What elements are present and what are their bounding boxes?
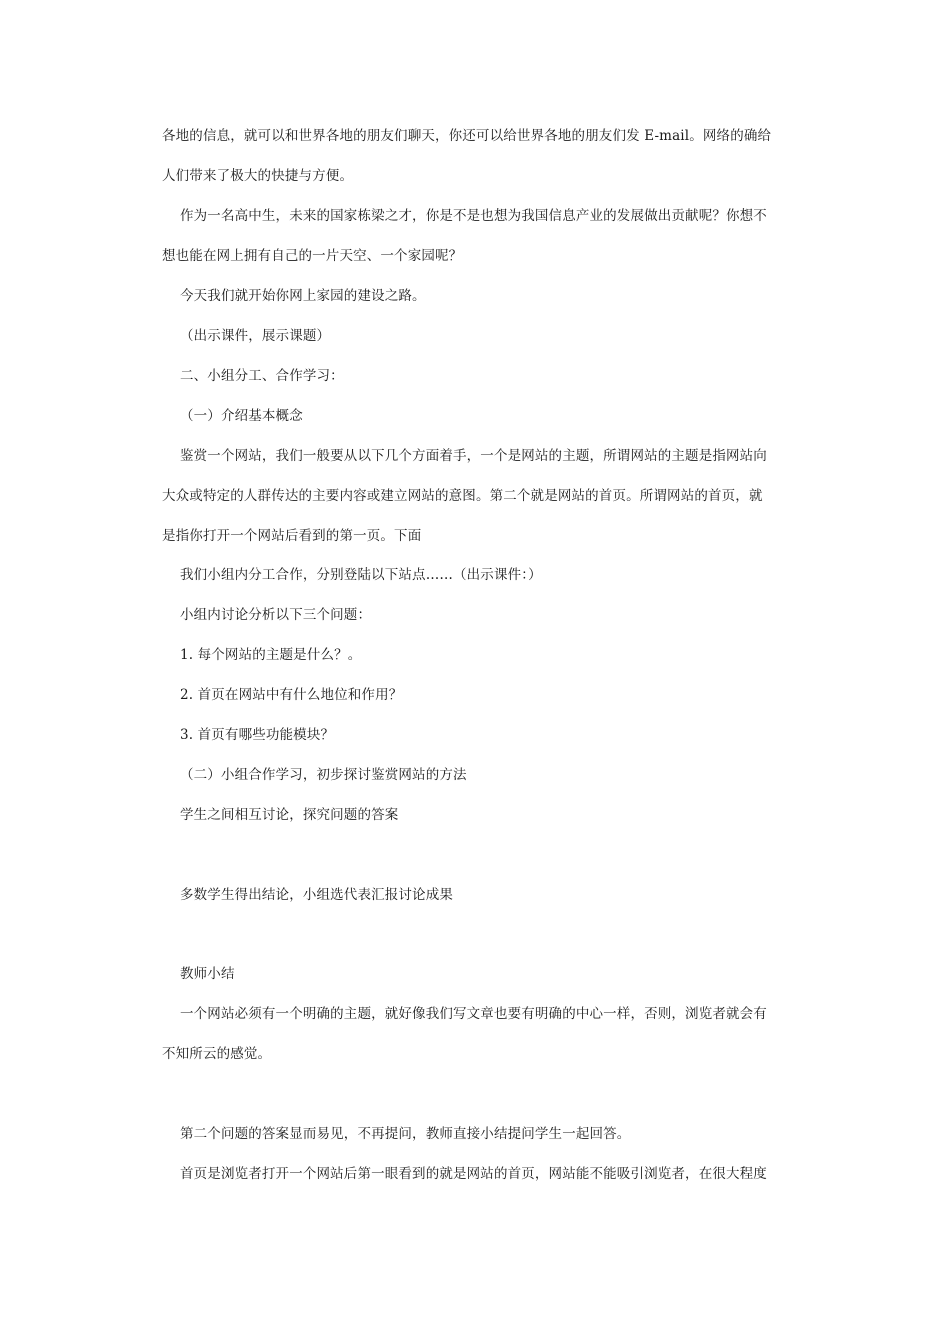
section-heading: 二、小组分工、合作学习： xyxy=(180,368,344,384)
subsection-heading: （一）介绍基本概念 xyxy=(180,408,303,424)
paragraph-heading: 教师小结 xyxy=(180,966,235,982)
list-item: 3. 首页有哪些功能模块？ xyxy=(180,727,335,743)
paragraph-line: 不知所云的感觉。 xyxy=(162,1046,272,1062)
paragraph-line: 我们小组内分工合作，分别登陆以下站点……（出示课件：） xyxy=(180,567,542,583)
paragraph-line: 大众或特定的人群传达的主要内容或建立网站的意图。第二个就是网站的首页。所谓网站的首页，就 xyxy=(162,488,763,504)
paragraph-line: 作为一名高中生，未来的国家栋梁之才，你是不是也想为我国信息产业的发展做出贡献呢？你想不 xyxy=(180,208,767,224)
paragraph-line: 想也能在网上拥有自己的一片天空、一个家园呢？ xyxy=(162,248,463,264)
paragraph-line: 鉴赏一个网站，我们一般要从以下几个方面着手，一个是网站的主题，所谓网站的主题是指网站向 xyxy=(180,448,767,464)
paragraph-line: 一个网站必须有一个明确的主题，就好像我们写文章也要有明确的中心一样，否则，浏览者就会有 xyxy=(180,1006,767,1022)
paragraph-line: 人们带来了极大的快捷与方便。 xyxy=(162,168,354,184)
subsection-heading: （二）小组合作学习，初步探讨鉴赏网站的方法 xyxy=(180,767,467,783)
paragraph-line: 今天我们就开始你网上家园的建设之路。 xyxy=(180,288,426,304)
paragraph-line: 多数学生得出结论，小组选代表汇报讨论成果 xyxy=(180,887,453,903)
paragraph-line: 小组内讨论分析以下三个问题： xyxy=(180,607,372,623)
list-item: 1. 每个网站的主题是什么？。 xyxy=(180,647,362,663)
list-item: 2. 首页在网站中有什么地位和作用？ xyxy=(180,687,403,703)
paragraph-line: 首页是浏览者打开一个网站后第一眼看到的就是网站的首页，网站能不能吸引浏览者，在很大程度 xyxy=(180,1166,767,1182)
paragraph-line: 学生之间相互讨论，探究问题的答案 xyxy=(180,807,399,823)
paragraph-line: 第二个问题的答案显而易见，不再提问，教师直接小结提问学生一起回答。 xyxy=(180,1126,631,1142)
paragraph-line: （出示课件，展示课题） xyxy=(180,328,331,344)
paragraph-line: 是指你打开一个网站后看到的第一页。下面 xyxy=(162,528,422,544)
paragraph-line: 各地的信息，就可以和世界各地的朋友们聊天，你还可以给世界各地的朋友们发 E-mail。网络的确给 xyxy=(162,128,772,144)
